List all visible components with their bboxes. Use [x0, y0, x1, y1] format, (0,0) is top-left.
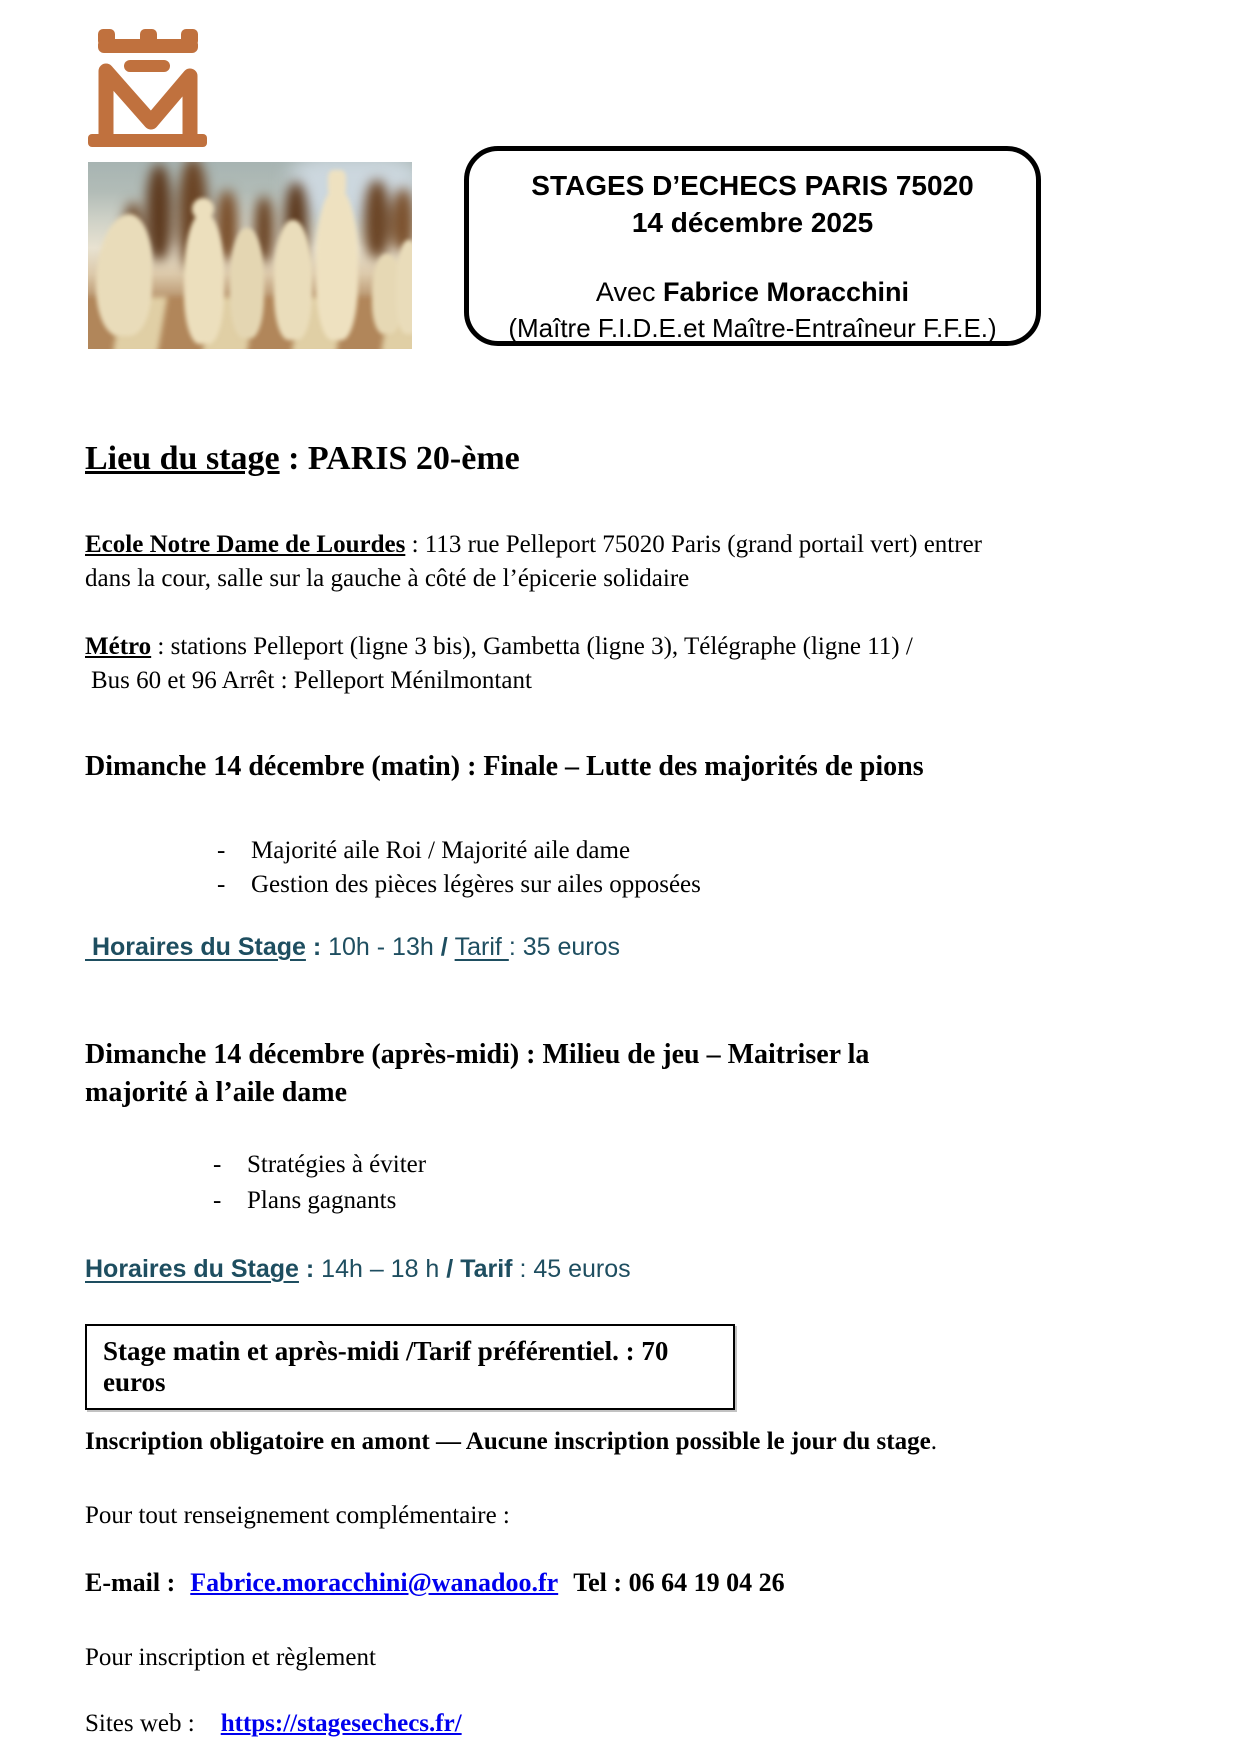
- bullet-dash: -: [213, 1151, 222, 1178]
- mandatory-text: Inscription obligatoire en amont — Aucune inscription possible le jour du stage: [85, 1428, 931, 1455]
- tarif-value: : 45 euros: [512, 1255, 631, 1283]
- header-spacer: [469, 241, 1036, 274]
- schedule-time: 10h - 13h: [328, 933, 441, 961]
- page-title-value: PARIS 20-ème: [307, 440, 520, 477]
- mandatory-registration-line: [85, 1428, 937, 1456]
- bullet-dash: -: [217, 837, 226, 864]
- chess-pieces-photo: [88, 162, 412, 349]
- contact-line: [85, 1568, 785, 1598]
- afternoon-session-title: [85, 1036, 869, 1112]
- page-title: [85, 440, 520, 478]
- school-line-2: dans la cour, salle sur la gauche à côté de l’épicerie solidaire: [85, 565, 690, 592]
- phone-number: Tel : 06 64 19 04 26: [573, 1568, 785, 1597]
- bullet-dash: -: [217, 871, 226, 898]
- list-item: [217, 868, 701, 902]
- schedule-colon: :: [298, 1255, 322, 1283]
- list-item: [217, 834, 701, 868]
- list-item-text: Gestion des pièces légères sur ailes opposées: [251, 871, 701, 898]
- list-item: [213, 1147, 426, 1183]
- websites-line: [85, 1710, 462, 1738]
- schedule-label: Horaires du Stage: [85, 933, 306, 961]
- list-item-text: Plans gagnants: [247, 1187, 397, 1214]
- website-link[interactable]: https://stagesechecs.fr/: [220, 1710, 462, 1737]
- header-box: [464, 146, 1041, 346]
- sites-label: Sites web :: [85, 1710, 195, 1737]
- morning-schedule-line: [85, 933, 620, 962]
- school-paragraph: [85, 528, 982, 596]
- crown-m-logo-icon: [88, 26, 208, 148]
- presenter-name: Fabrice Moracchini: [662, 277, 910, 307]
- school-label: Ecole Notre Dame de Lourdes: [85, 531, 406, 558]
- afternoon-title-line-2: majorité à l’aile dame: [85, 1077, 348, 1108]
- schedule-label: Horaires du Stage: [85, 1255, 299, 1283]
- header-credentials: (Maître F.I.D.E.et Maître-Entraîneur F.F.E.): [508, 313, 997, 343]
- metro-line-2: Bus 60 et 96 Arrêt : Pelleport Ménilmontant: [91, 667, 532, 694]
- school-line-1: [85, 528, 982, 562]
- list-item-text: Majorité aile Roi / Majorité aile dame: [251, 837, 631, 864]
- club-logo: [88, 26, 208, 148]
- metro-stations: : stations Pelleport (ligne 3 bis), Gambetta (ligne 3), Télégraphe (ligne 11) /: [151, 633, 913, 660]
- page-title-sep: :: [279, 440, 308, 477]
- header-date: 14 décembre 2025: [631, 207, 874, 238]
- combined-offer-box: Stage matin et après-midi /Tarif préférentiel. : 70 euros: [85, 1324, 735, 1410]
- mandatory-period: .: [930, 1428, 937, 1455]
- payment-line: Pour inscription et règlement: [85, 1644, 376, 1671]
- school-address: : 113 rue Pelleport 75020 Paris (grand portail vert) entrer: [405, 531, 982, 558]
- bullet-dash: -: [213, 1187, 222, 1214]
- schedule-colon: :: [305, 933, 329, 961]
- metro-line-1: [85, 630, 913, 664]
- schedule-slash: /: [440, 933, 455, 961]
- list-item-text: Stratégies à éviter: [247, 1151, 427, 1178]
- morning-session-title: Dimanche 14 décembre (matin) : Finale – Lutte des majorités de pions: [85, 751, 924, 782]
- list-item: [213, 1183, 426, 1219]
- header-with-line: [469, 274, 1036, 310]
- afternoon-topics-list: [213, 1147, 426, 1219]
- photo-foreground-pieces: [88, 162, 412, 349]
- afternoon-schedule-line: [85, 1255, 631, 1284]
- metro-paragraph: [85, 630, 913, 698]
- email-link[interactable]: Fabrice.moracchini@wanadoo.fr: [190, 1568, 559, 1597]
- slash-tarif-label: / Tarif: [446, 1255, 513, 1283]
- schedule-time: 14h – 18 h: [321, 1255, 447, 1283]
- morning-topics-list: [217, 834, 701, 902]
- tarif-value: : 35 euros: [508, 933, 620, 961]
- info-line: Pour tout renseignement complémentaire :: [85, 1502, 510, 1529]
- metro-label: Métro: [85, 633, 152, 660]
- tarif-label: Tarif: [454, 933, 509, 961]
- page-title-label: Lieu du stage: [85, 440, 280, 477]
- email-label: E-mail :: [85, 1568, 176, 1597]
- header-title: STAGES D’ECHECS PARIS 75020: [531, 170, 974, 201]
- with-prefix: Avec: [595, 277, 656, 307]
- afternoon-title-line-1: Dimanche 14 décembre (après-midi) : Milieu de jeu – Maitriser la: [85, 1039, 870, 1070]
